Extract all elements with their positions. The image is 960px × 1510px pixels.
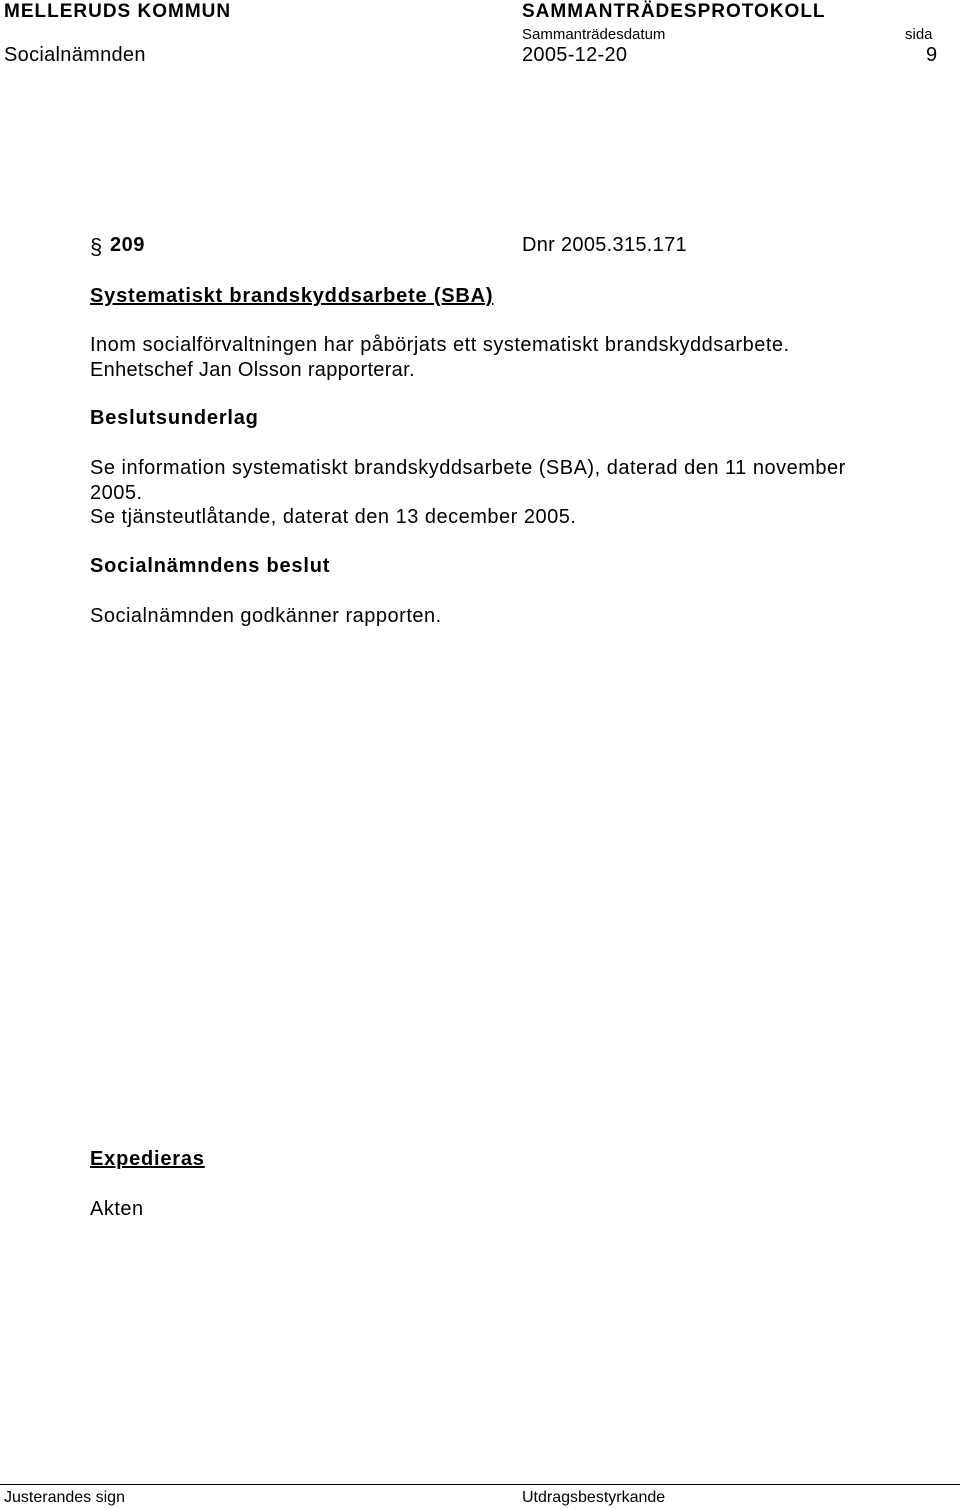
basis-line: 2005.	[90, 481, 143, 504]
footer-divider	[0, 1484, 960, 1485]
intro-line: Inom socialförvaltningen har påbörjats ett systematiskt brandskyddsarbete.	[90, 334, 790, 356]
basis-line: Se information systematiskt brandskyddsarbete (SBA), daterad den 11 november	[90, 457, 846, 479]
decision-text	[90, 604, 950, 629]
meeting-date: 2005-12-20	[522, 44, 628, 66]
item-title: Systematiskt brandskyddsarbete (SBA)	[90, 285, 494, 307]
page-label: sida	[905, 26, 933, 43]
organization-name: MELLERUDS KOMMUN	[4, 1, 232, 22]
registration-number: Dnr 2005.315.171	[522, 234, 687, 256]
adjuster-sign-label: Justerandes sign	[4, 1489, 125, 1506]
dispatch-heading: Expedieras	[90, 1148, 205, 1170]
decision-heading: Socialnämndens beslut	[90, 555, 331, 577]
basis-heading: Beslutsunderlag	[90, 407, 259, 429]
paragraph-number: 209	[110, 234, 145, 256]
intro-line: Enhetschef Jan Olsson rapporterar.	[90, 358, 415, 381]
paragraph-sign: §	[90, 234, 103, 259]
page-number: 9	[926, 44, 938, 66]
decision-line: Socialnämnden godkänner rapporten.	[90, 605, 442, 627]
dispatch-list	[90, 1197, 950, 1222]
dispatch-recipient: Akten	[90, 1198, 144, 1220]
basis-text	[90, 456, 950, 530]
intro-text	[90, 333, 950, 382]
extract-certification-label: Utdragsbestyrkande	[522, 1489, 666, 1506]
basis-line: Se tjänsteutlåtande, daterat den 13 december 2005.	[90, 506, 577, 528]
board-name: Socialnämnden	[4, 44, 146, 66]
meeting-date-label: Sammanträdesdatum	[522, 26, 666, 43]
document-type: SAMMANTRÄDESPROTOKOLL	[522, 1, 826, 22]
